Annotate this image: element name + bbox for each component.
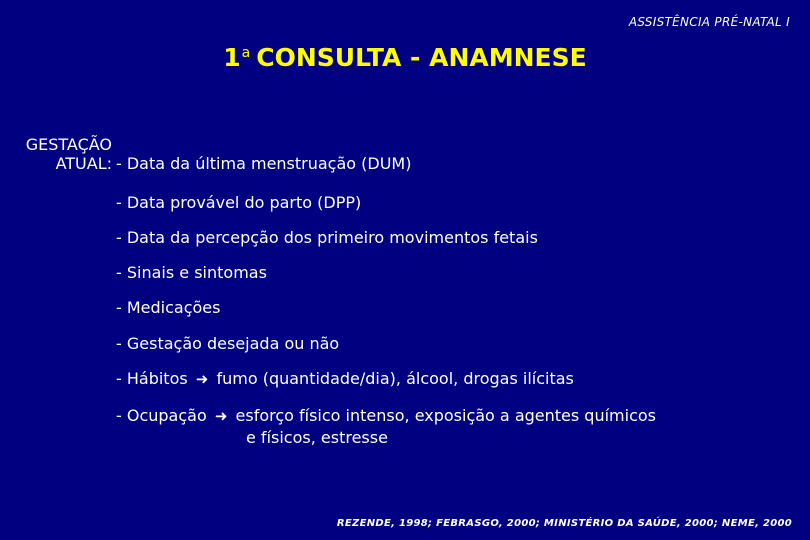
list-item	[116, 262, 267, 283]
section-label	[12, 135, 112, 173]
right-arrow-icon: ➜	[214, 407, 228, 425]
list-item-detail: esforço físico intenso, exposição a agentes químicos	[235, 406, 656, 425]
list-item-text: - Data da última menstruação (DUM)	[116, 154, 412, 173]
title-text: CONSULTA - ANAMNESE	[256, 43, 587, 72]
list-item-text: - Hábitos	[116, 369, 188, 388]
list-item-text: - Sinais e sintomas	[116, 263, 267, 282]
section-label-line2: ATUAL:	[55, 154, 112, 173]
title-superscript: a	[241, 45, 251, 61]
list-item	[116, 227, 538, 248]
list-item-text: - Data provável do parto (DPP)	[116, 193, 362, 212]
list-item	[116, 297, 220, 318]
section-label-line1: GESTAÇÃO	[25, 135, 112, 154]
header-tag: ASSISTÊNCIA PRÉ-NATAL I	[628, 15, 790, 29]
list-item-text: - Medicações	[116, 298, 221, 317]
page-title	[0, 43, 810, 72]
list-item	[116, 333, 339, 354]
right-arrow-icon: ➜	[195, 370, 209, 388]
list-item-continuation: e físicos, estresse	[246, 428, 388, 447]
title-number: 1	[223, 43, 241, 72]
list-item	[116, 192, 361, 213]
list-item	[116, 405, 656, 448]
list-item	[116, 153, 411, 174]
reference-citation: REZENDE, 1998; FEBRASGO, 2000; MINISTÉRIO DA SAÚDE, 2000; NEME, 2000	[336, 518, 792, 529]
list-item	[116, 368, 574, 390]
list-item-detail: fumo (quantidade/dia), álcool, drogas ilícitas	[216, 369, 574, 388]
list-item-text: - Gestação desejada ou não	[116, 334, 340, 353]
list-item-text: - Data da percepção dos primeiro movimentos fetais	[116, 228, 538, 247]
list-item-text: - Ocupação	[116, 406, 207, 425]
